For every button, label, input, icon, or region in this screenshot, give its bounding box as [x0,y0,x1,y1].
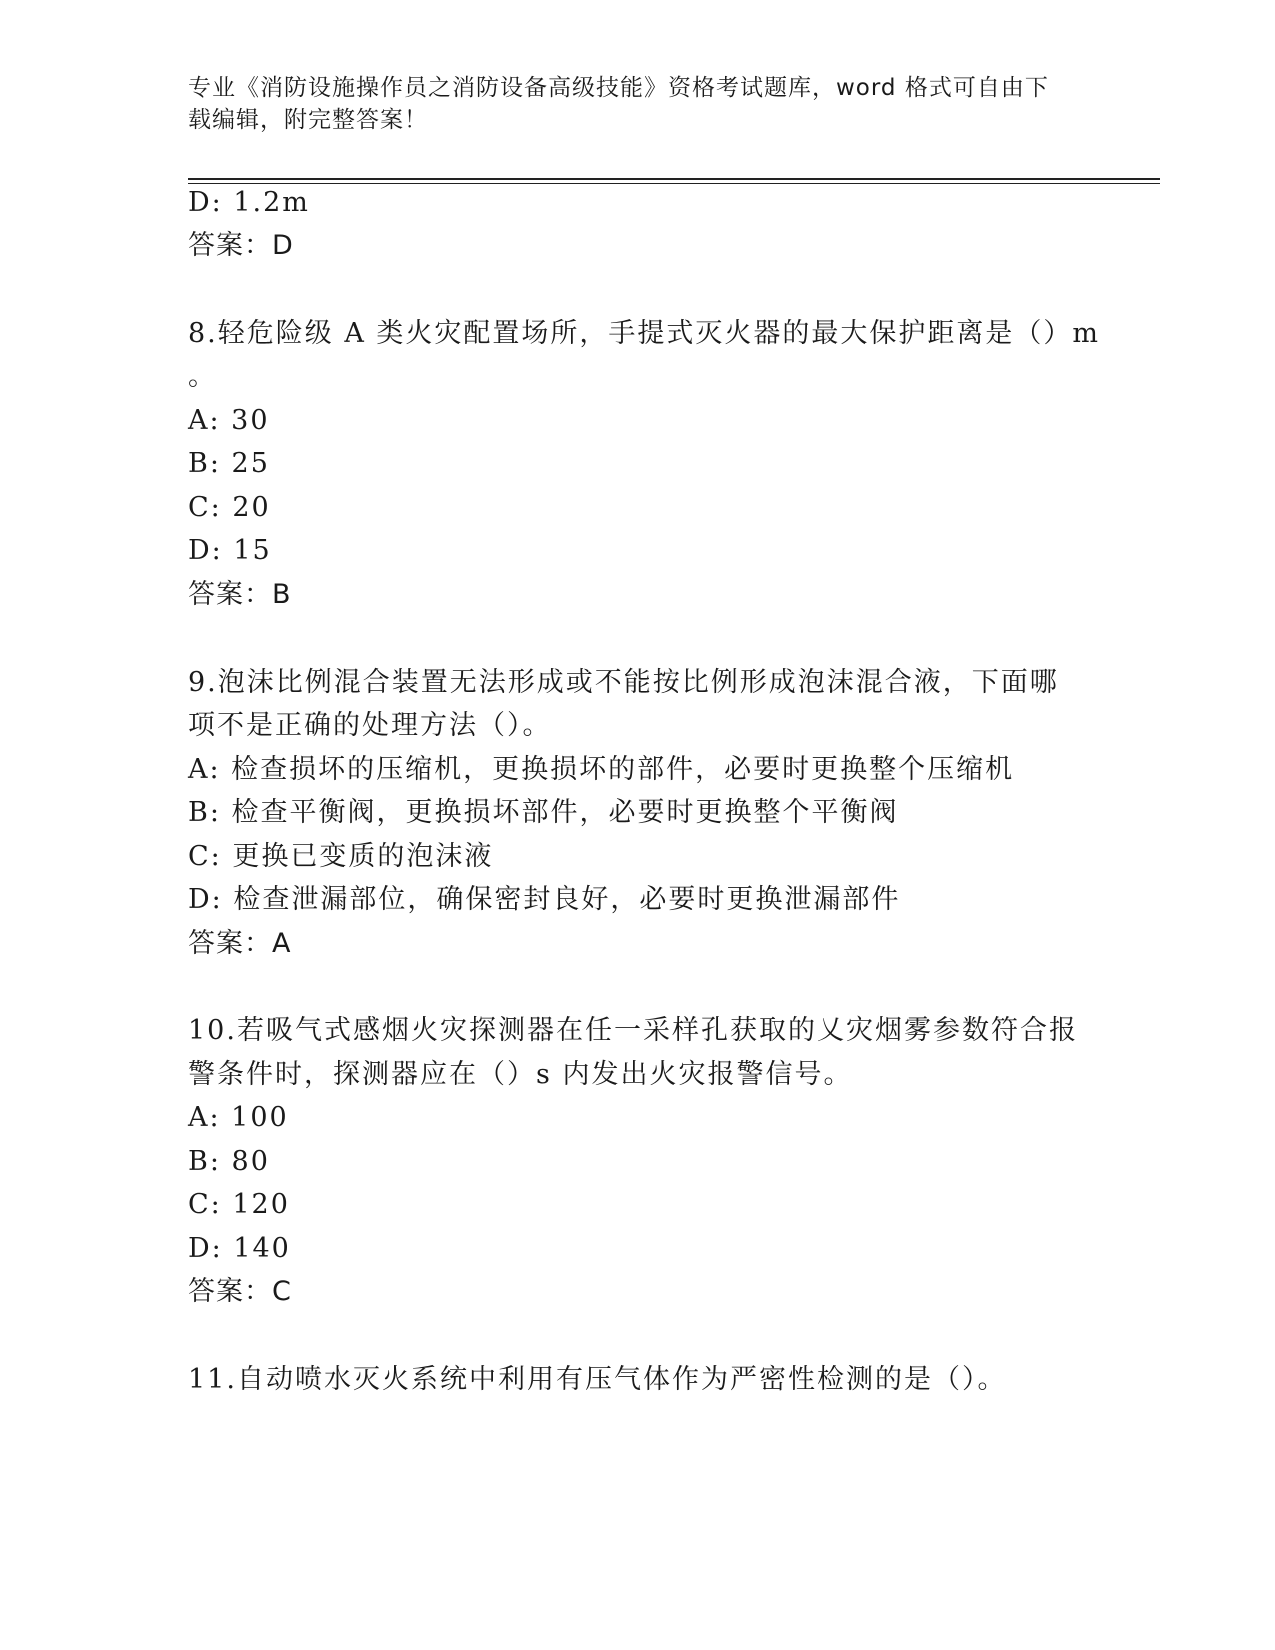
question-10-stem-line-2: 警条件时，探测器应在（）s 内发出火灾报警信号。 [188,1059,853,1090]
question-8-answer: 答案：B [188,579,292,610]
question-8-stem-line-1: 8.轻危险级 A 类火灾配置场所，手提式灭火器的最大保护距离是（）m [188,318,1101,349]
question-9-stem-line-2: 项不是正确的处理方法（）。 [188,710,552,741]
question-9-option-a: A: 检查损坏的压缩机，更换损坏的部件，必要时更换整个压缩机 [188,754,1015,785]
option-d: D: 1.2m [188,187,310,218]
question-9-option-d: D: 检查泄漏部位，确保密封良好，必要时更换泄漏部件 [188,884,901,915]
question-9-option-c: C: 更换已变质的泡沫液 [188,841,494,872]
header-divider-thick [188,178,1160,180]
question-9-option-b: B: 检查平衡阀，更换损坏部件，必要时更换整个平衡阀 [188,797,899,828]
header-divider-thin [188,183,1160,184]
question-10-option-d: D: 140 [188,1233,291,1264]
question-9-answer: 答案：A [188,928,292,959]
answer-label: 答案：D [188,230,294,261]
question-8-option-b: B: 25 [188,448,270,479]
question-9-stem-line-1: 9.泡沫比例混合装置无法形成或不能按比例形成泡沫混合液，下面哪 [188,667,1059,698]
question-10-stem-line-1: 10.若吸气式感烟火灾探测器在任一采样孔获取的乂灾烟雾参数符合报 [188,1015,1078,1046]
header-line-1: 专业《消防设施操作员之消防设备高级技能》资格考试题库，word 格式可自由下 [188,75,1049,101]
header-line-2: 载编辑，附完整答案！ [188,107,428,133]
question-8-option-d: D: 15 [188,535,272,566]
question-11-stem-line-1: 11.自动喷水灭火系统中利用有压气体作为严密性检测的是（）。 [188,1364,1007,1395]
question-10-option-a: A: 100 [188,1102,289,1133]
question-10-option-b: B: 80 [188,1146,270,1177]
question-8-option-a: A: 30 [188,405,270,436]
document-header [188,72,1068,136]
question-10-answer: 答案：C [188,1276,292,1307]
question-8-stem-line-2: 。 [188,361,217,392]
question-10-option-c: C: 120 [188,1189,290,1220]
question-8-option-c: C: 20 [188,492,271,523]
